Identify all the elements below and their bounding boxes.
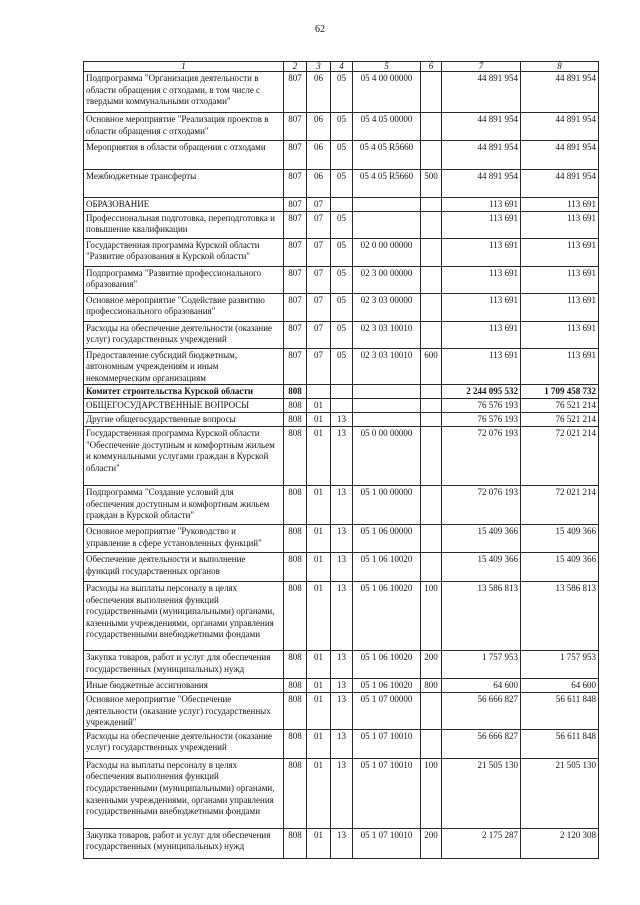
cell-subsection: 13 bbox=[331, 412, 353, 426]
table-header bbox=[84, 62, 599, 72]
cell-name: Межбюджетные трансферты bbox=[84, 170, 284, 198]
cell-amount-2: 76 521 214 bbox=[521, 398, 599, 412]
cell-name: Основное мероприятие "Содействие развитию профессионального образования" bbox=[84, 293, 284, 321]
cell-amount-1: 113 691 bbox=[442, 293, 521, 321]
cell-subsection: 13 bbox=[331, 426, 353, 485]
cell-section: 01 bbox=[307, 729, 331, 758]
cell-expense-type: 600 bbox=[421, 348, 442, 385]
table-row bbox=[84, 828, 599, 858]
cell-amount-2: 72 021 214 bbox=[521, 485, 599, 524]
cell-target-article: 05 1 07 00000 bbox=[353, 692, 421, 729]
cell-ministry-code: 808 bbox=[284, 828, 307, 858]
cell-amount-1: 72 076 193 bbox=[442, 485, 521, 524]
cell-section: 01 bbox=[307, 485, 331, 524]
cell-subsection: 13 bbox=[331, 678, 353, 692]
cell-target-article: 02 3 03 10010 bbox=[353, 321, 421, 348]
cell-expense-type bbox=[421, 198, 442, 212]
cell-expense-type bbox=[421, 211, 442, 238]
cell-amount-2: 56 611 848 bbox=[521, 692, 599, 729]
cell-ministry-code: 807 bbox=[284, 238, 307, 266]
cell-ministry-code: 807 bbox=[284, 113, 307, 141]
cell-subsection: 13 bbox=[331, 828, 353, 858]
table-row bbox=[84, 692, 599, 729]
cell-name: Государственная программа Курской области "Развитие образования в Курской области" bbox=[84, 238, 284, 266]
cell-amount-1: 113 691 bbox=[442, 211, 521, 238]
cell-target-article: 05 1 07 10010 bbox=[353, 729, 421, 758]
cell-expense-type: 200 bbox=[421, 650, 442, 678]
cell-subsection: 05 bbox=[331, 113, 353, 141]
cell-amount-2: 113 691 bbox=[521, 293, 599, 321]
cell-name: ОБЩЕГОСУДАРСТВЕННЫЕ ВОПРОСЫ bbox=[84, 398, 284, 412]
cell-amount-1: 13 586 813 bbox=[442, 581, 521, 650]
page-number: 62 bbox=[315, 24, 325, 35]
cell-subsection: 13 bbox=[331, 485, 353, 524]
cell-amount-1: 113 691 bbox=[442, 198, 521, 212]
cell-section: 07 bbox=[307, 198, 331, 212]
cell-amount-2: 2 120 308 bbox=[521, 828, 599, 858]
cell-ministry-code: 807 bbox=[284, 348, 307, 385]
cell-target-article: 05 0 00 00000 bbox=[353, 426, 421, 485]
cell-section: 01 bbox=[307, 692, 331, 729]
cell-section: 01 bbox=[307, 524, 331, 552]
table-row bbox=[84, 758, 599, 828]
table-row bbox=[84, 293, 599, 321]
cell-section: 06 bbox=[307, 113, 331, 141]
table-row bbox=[84, 524, 599, 552]
table-row bbox=[84, 678, 599, 692]
cell-section: 01 bbox=[307, 828, 331, 858]
cell-section: 01 bbox=[307, 552, 331, 581]
cell-amount-2: 15 409 366 bbox=[521, 552, 599, 581]
table-row bbox=[84, 485, 599, 524]
cell-amount-1: 44 891 954 bbox=[442, 141, 521, 170]
cell-amount-2: 113 691 bbox=[521, 266, 599, 293]
cell-expense-type bbox=[421, 72, 442, 113]
table-row bbox=[84, 412, 599, 426]
cell-name: Подпрограмма "Создание условий для обеспечения доступным и комфортным жильем граждан в Курской области" bbox=[84, 485, 284, 524]
cell-expense-type bbox=[421, 485, 442, 524]
cell-expense-type: 100 bbox=[421, 581, 442, 650]
cell-subsection bbox=[331, 198, 353, 212]
cell-section: 07 bbox=[307, 238, 331, 266]
cell-amount-2: 13 586 813 bbox=[521, 581, 599, 650]
cell-section bbox=[307, 385, 331, 399]
cell-name: Предоставление субсидий бюджетным, автономным учреждениям и иным некоммерческим организациям bbox=[84, 348, 284, 385]
cell-amount-2: 113 691 bbox=[521, 348, 599, 385]
cell-expense-type: 100 bbox=[421, 758, 442, 828]
cell-amount-2: 44 891 954 bbox=[521, 170, 599, 198]
cell-amount-1: 44 891 954 bbox=[442, 72, 521, 113]
cell-target-article: 05 1 06 10020 bbox=[353, 678, 421, 692]
cell-subsection: 13 bbox=[331, 524, 353, 552]
cell-target-article: 05 4 05 R5660 bbox=[353, 170, 421, 198]
cell-ministry-code: 808 bbox=[284, 692, 307, 729]
cell-expense-type bbox=[421, 113, 442, 141]
cell-ministry-code: 807 bbox=[284, 72, 307, 113]
table-row bbox=[84, 348, 599, 385]
cell-expense-type bbox=[421, 293, 442, 321]
cell-expense-type: 200 bbox=[421, 828, 442, 858]
cell-ministry-code: 807 bbox=[284, 198, 307, 212]
cell-name: Государственная программа Курской области "Обеспечение доступным и комфортным жильем и коммунальными услугами граждан в Курской области" bbox=[84, 426, 284, 485]
cell-amount-2: 64 600 bbox=[521, 678, 599, 692]
cell-expense-type bbox=[421, 426, 442, 485]
cell-subsection: 13 bbox=[331, 729, 353, 758]
cell-amount-2: 72 021 214 bbox=[521, 426, 599, 485]
cell-ministry-code: 808 bbox=[284, 650, 307, 678]
cell-subsection: 05 bbox=[331, 348, 353, 385]
cell-ministry-code: 808 bbox=[284, 426, 307, 485]
header-cell-amount-1: 7 bbox=[442, 62, 521, 72]
cell-amount-2: 113 691 bbox=[521, 198, 599, 212]
cell-ministry-code: 808 bbox=[284, 552, 307, 581]
cell-target-article bbox=[353, 198, 421, 212]
cell-expense-type bbox=[421, 321, 442, 348]
cell-subsection: 13 bbox=[331, 650, 353, 678]
cell-amount-1: 1 757 953 bbox=[442, 650, 521, 678]
cell-section: 01 bbox=[307, 426, 331, 485]
cell-expense-type bbox=[421, 692, 442, 729]
cell-target-article: 05 1 06 10020 bbox=[353, 581, 421, 650]
cell-amount-2: 15 409 366 bbox=[521, 524, 599, 552]
cell-subsection: 05 bbox=[331, 266, 353, 293]
cell-amount-1: 56 666 827 bbox=[442, 729, 521, 758]
cell-ministry-code: 807 bbox=[284, 321, 307, 348]
cell-name: Расходы на обеспечение деятельности (оказание услуг) государственных учреждений bbox=[84, 729, 284, 758]
cell-ministry-code: 807 bbox=[284, 211, 307, 238]
cell-amount-1: 113 691 bbox=[442, 238, 521, 266]
cell-amount-1: 15 409 366 bbox=[442, 552, 521, 581]
cell-expense-type bbox=[421, 238, 442, 266]
cell-amount-1: 72 076 193 bbox=[442, 426, 521, 485]
cell-subsection: 05 bbox=[331, 321, 353, 348]
table-row bbox=[84, 113, 599, 141]
cell-expense-type bbox=[421, 141, 442, 170]
header-cell-section: 3 bbox=[307, 62, 331, 72]
cell-target-article bbox=[353, 398, 421, 412]
cell-amount-2: 1 757 953 bbox=[521, 650, 599, 678]
cell-ministry-code: 808 bbox=[284, 581, 307, 650]
cell-target-article bbox=[353, 211, 421, 238]
table-row bbox=[84, 211, 599, 238]
cell-target-article bbox=[353, 385, 421, 399]
cell-section: 07 bbox=[307, 348, 331, 385]
cell-name: Основное мероприятие "Реализация проектов в области обращения с отходами" bbox=[84, 113, 284, 141]
cell-section: 01 bbox=[307, 412, 331, 426]
cell-section: 07 bbox=[307, 266, 331, 293]
cell-subsection: 13 bbox=[331, 692, 353, 729]
cell-amount-1: 44 891 954 bbox=[442, 170, 521, 198]
cell-name: Комитет строительства Курской области bbox=[84, 385, 284, 399]
cell-ministry-code: 807 bbox=[284, 266, 307, 293]
table-row bbox=[84, 650, 599, 678]
cell-amount-1: 113 691 bbox=[442, 321, 521, 348]
cell-target-article: 05 1 07 10010 bbox=[353, 758, 421, 828]
cell-ministry-code: 808 bbox=[284, 398, 307, 412]
table-row bbox=[84, 72, 599, 113]
header-cell-expense-type: 6 bbox=[421, 62, 442, 72]
cell-amount-1: 56 666 827 bbox=[442, 692, 521, 729]
cell-amount-1: 76 576 193 bbox=[442, 398, 521, 412]
cell-amount-1: 44 891 954 bbox=[442, 113, 521, 141]
cell-ministry-code: 808 bbox=[284, 678, 307, 692]
cell-ministry-code: 808 bbox=[284, 758, 307, 828]
header-cell-subsection: 4 bbox=[331, 62, 353, 72]
table-body bbox=[84, 72, 599, 859]
cell-subsection: 05 bbox=[331, 170, 353, 198]
table-row bbox=[84, 266, 599, 293]
cell-target-article: 05 1 06 10020 bbox=[353, 552, 421, 581]
cell-section: 01 bbox=[307, 678, 331, 692]
cell-subsection: 05 bbox=[331, 211, 353, 238]
cell-name: Закупка товаров, работ и услуг для обеспечения государственных (муниципальных) нужд bbox=[84, 828, 284, 858]
cell-amount-1: 113 691 bbox=[442, 266, 521, 293]
cell-amount-2: 113 691 bbox=[521, 211, 599, 238]
cell-name: Расходы на обеспечение деятельности (оказание услуг) государственных учреждений bbox=[84, 321, 284, 348]
cell-amount-1: 64 600 bbox=[442, 678, 521, 692]
cell-name: Профессиональная подготовка, переподготовка и повышение квалификации bbox=[84, 211, 284, 238]
cell-name: Подпрограмма "Организация деятельности в области обращения с отходами, в том числе с твердыми коммунальными отходами" bbox=[84, 72, 284, 113]
cell-amount-1: 2 175 287 bbox=[442, 828, 521, 858]
cell-expense-type bbox=[421, 266, 442, 293]
cell-name: Подпрограмма "Развитие профессионального образования" bbox=[84, 266, 284, 293]
cell-subsection: 13 bbox=[331, 758, 353, 828]
cell-target-article bbox=[353, 412, 421, 426]
cell-amount-1: 21 505 130 bbox=[442, 758, 521, 828]
cell-ministry-code: 807 bbox=[284, 170, 307, 198]
cell-amount-2: 113 691 bbox=[521, 238, 599, 266]
cell-amount-2: 113 691 bbox=[521, 321, 599, 348]
cell-section: 06 bbox=[307, 72, 331, 113]
cell-ministry-code: 807 bbox=[284, 293, 307, 321]
cell-section: 07 bbox=[307, 321, 331, 348]
cell-amount-2: 44 891 954 bbox=[521, 72, 599, 113]
header-cell-amount-2: 8 bbox=[521, 62, 599, 72]
cell-amount-2: 21 505 130 bbox=[521, 758, 599, 828]
cell-subsection: 05 bbox=[331, 293, 353, 321]
cell-name: Расходы на выплаты персоналу в целях обеспечения выполнения функций государственными (муниципальными) органами, казенными учреждениями, органами управления государственными внебюджетными фондами bbox=[84, 758, 284, 828]
header-cell-target-article: 5 bbox=[353, 62, 421, 72]
cell-amount-1: 113 691 bbox=[442, 348, 521, 385]
cell-section: 01 bbox=[307, 581, 331, 650]
cell-amount-2: 76 521 214 bbox=[521, 412, 599, 426]
table-row bbox=[84, 238, 599, 266]
cell-amount-2: 44 891 954 bbox=[521, 141, 599, 170]
cell-subsection bbox=[331, 398, 353, 412]
cell-amount-2: 1 709 458 732 bbox=[521, 385, 599, 399]
cell-name: Расходы на выплаты персоналу в целях обеспечения выполнения функций государственными (муниципальными) органами, казенными учреждениями, органами управления государственными внебюджетными фондами bbox=[84, 581, 284, 650]
header-row bbox=[84, 62, 599, 72]
cell-name: Обеспечение деятельности и выполнение функций государственных органов bbox=[84, 552, 284, 581]
cell-target-article: 05 1 00 00000 bbox=[353, 485, 421, 524]
cell-target-article: 05 1 07 10010 bbox=[353, 828, 421, 858]
cell-name: Основное мероприятие "Руководство и управление в сфере установленных функций" bbox=[84, 524, 284, 552]
cell-expense-type: 500 bbox=[421, 170, 442, 198]
cell-target-article: 02 3 03 10010 bbox=[353, 348, 421, 385]
budget-table bbox=[83, 61, 599, 859]
cell-ministry-code: 807 bbox=[284, 141, 307, 170]
cell-name: Мероприятия в области обращения с отходами bbox=[84, 141, 284, 170]
cell-name: Другие общегосударственные вопросы bbox=[84, 412, 284, 426]
cell-amount-2: 44 891 954 bbox=[521, 113, 599, 141]
cell-ministry-code: 808 bbox=[284, 412, 307, 426]
header-cell-ministry-code: 2 bbox=[284, 62, 307, 72]
cell-subsection: 13 bbox=[331, 581, 353, 650]
table-row bbox=[84, 321, 599, 348]
cell-expense-type bbox=[421, 524, 442, 552]
cell-section: 01 bbox=[307, 758, 331, 828]
cell-section: 07 bbox=[307, 211, 331, 238]
table-row bbox=[84, 426, 599, 485]
cell-subsection bbox=[331, 385, 353, 399]
cell-section: 01 bbox=[307, 398, 331, 412]
cell-ministry-code: 808 bbox=[284, 524, 307, 552]
cell-amount-2: 56 611 848 bbox=[521, 729, 599, 758]
cell-ministry-code: 808 bbox=[284, 385, 307, 399]
cell-expense-type bbox=[421, 412, 442, 426]
cell-section: 01 bbox=[307, 650, 331, 678]
table-row bbox=[84, 385, 599, 399]
cell-target-article: 02 3 00 00000 bbox=[353, 266, 421, 293]
cell-ministry-code: 808 bbox=[284, 729, 307, 758]
cell-section: 06 bbox=[307, 170, 331, 198]
table-row bbox=[84, 729, 599, 758]
cell-amount-1: 76 576 193 bbox=[442, 412, 521, 426]
cell-name: ОБРАЗОВАНИЕ bbox=[84, 198, 284, 212]
cell-ministry-code: 808 bbox=[284, 485, 307, 524]
cell-target-article: 05 4 05 R5660 bbox=[353, 141, 421, 170]
table-row bbox=[84, 398, 599, 412]
cell-expense-type bbox=[421, 729, 442, 758]
cell-target-article: 05 1 06 00000 bbox=[353, 524, 421, 552]
cell-target-article: 05 4 00 00000 bbox=[353, 72, 421, 113]
cell-subsection: 13 bbox=[331, 552, 353, 581]
cell-subsection: 05 bbox=[331, 72, 353, 113]
table-row bbox=[84, 552, 599, 581]
cell-expense-type: 800 bbox=[421, 678, 442, 692]
cell-target-article: 02 3 03 00000 bbox=[353, 293, 421, 321]
cell-section: 07 bbox=[307, 293, 331, 321]
cell-expense-type bbox=[421, 398, 442, 412]
cell-target-article: 05 4 05 00000 bbox=[353, 113, 421, 141]
cell-subsection: 05 bbox=[331, 238, 353, 266]
header-cell-name: 1 bbox=[84, 62, 284, 72]
cell-target-article: 05 1 06 10020 bbox=[353, 650, 421, 678]
cell-target-article: 02 0 00 00000 bbox=[353, 238, 421, 266]
cell-amount-1: 15 409 366 bbox=[442, 524, 521, 552]
cell-section: 06 bbox=[307, 141, 331, 170]
table-row bbox=[84, 581, 599, 650]
table-row bbox=[84, 170, 599, 198]
cell-name: Иные бюджетные ассигнования bbox=[84, 678, 284, 692]
cell-name: Закупка товаров, работ и услуг для обеспечения государственных (муниципальных) нужд bbox=[84, 650, 284, 678]
cell-subsection: 05 bbox=[331, 141, 353, 170]
cell-name: Основное мероприятие "Обеспечение деятельности (оказание услуг) государственных учреждений" bbox=[84, 692, 284, 729]
cell-amount-1: 2 244 095 532 bbox=[442, 385, 521, 399]
cell-expense-type bbox=[421, 552, 442, 581]
table-row bbox=[84, 198, 599, 212]
cell-expense-type bbox=[421, 385, 442, 399]
table-row bbox=[84, 141, 599, 170]
